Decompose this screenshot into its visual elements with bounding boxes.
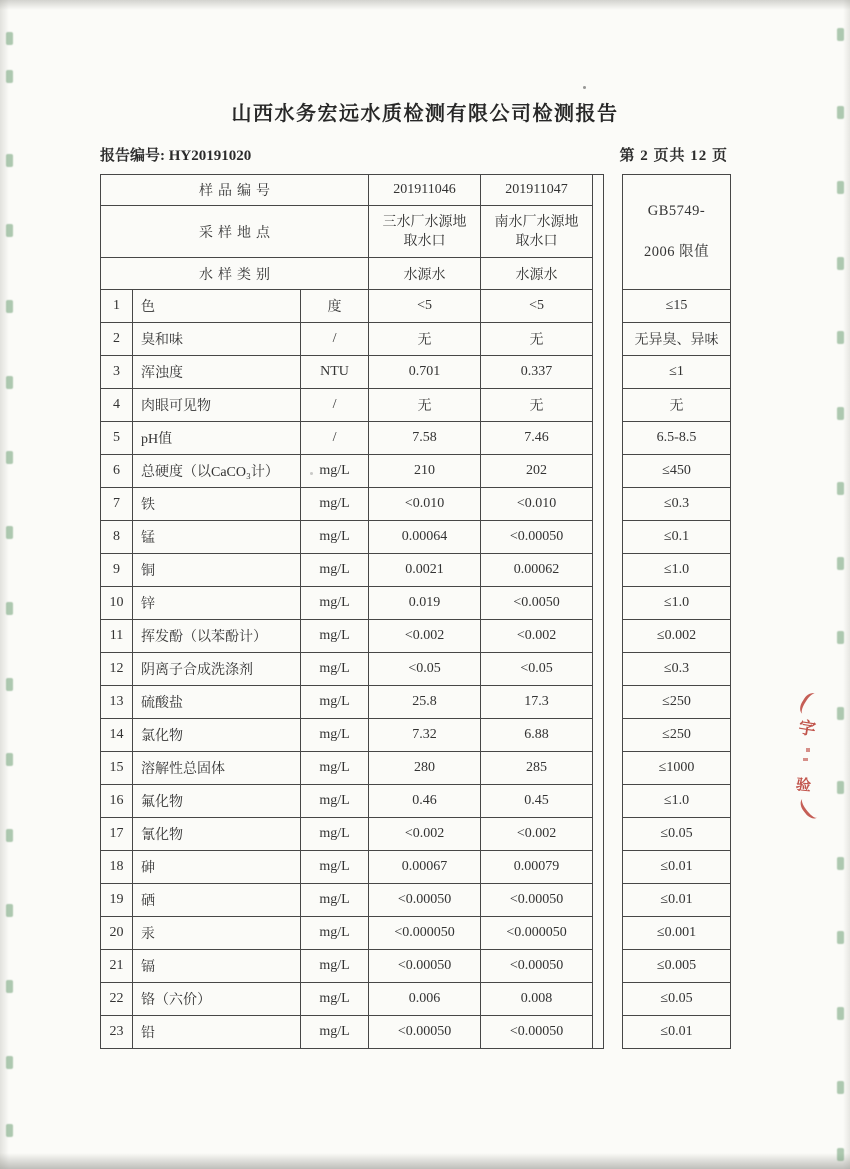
parameter-name-cell: 氯化物 [133,719,301,752]
sample2-value-cell: <5 [481,290,593,323]
report-number: 报告编号: HY20191020 [100,148,252,164]
parameter-name-cell: 铅 [133,1016,301,1049]
sample2-value-cell: 无 [481,323,593,356]
sample1-value-cell: 0.006 [369,983,481,1016]
scan-edge-mark [837,181,844,194]
scan-edge-mark [6,602,13,615]
limit-value-cell: ≤0.05 [623,818,731,851]
limit-value-cell: ≤15 [623,290,731,323]
unit-cell: mg/L [301,818,369,851]
sample2-value-cell: 285 [481,752,593,785]
unit-cell: mg/L [301,752,369,785]
parameter-name-cell: 氟化物 [133,785,301,818]
scan-edge-mark [837,106,844,119]
parameter-name-cell: 铜 [133,554,301,587]
unit-cell: mg/L [301,851,369,884]
limit-row [623,917,731,950]
limit-header-row [623,175,731,290]
scan-edge-left [0,0,9,1169]
limit-row [623,554,731,587]
scan-edge-mark [837,1007,844,1020]
sample-no-label: 样品编号 [101,175,369,206]
row-index-cell: 23 [101,1016,133,1049]
table-row [101,1016,604,1049]
limit-value-cell: ≤1 [623,356,731,389]
row-index-cell: 18 [101,851,133,884]
sample2-value-cell: <0.00050 [481,950,593,983]
table-row [101,950,604,983]
spacer-column [593,175,604,1049]
sample1-value-cell: 无 [369,389,481,422]
limit-value-cell: ≤0.01 [623,851,731,884]
parameter-name-cell: 砷 [133,851,301,884]
table-row [101,323,604,356]
sample2-value-cell: 202 [481,455,593,488]
row-index-cell: 14 [101,719,133,752]
limit-value-cell: ≤1000 [623,752,731,785]
sample1-value-cell: 0.00067 [369,851,481,884]
scan-edge-mark [837,931,844,944]
sample1-value-cell: <0.010 [369,488,481,521]
limit-row [623,488,731,521]
row-index-cell: 4 [101,389,133,422]
sample2-value-cell: 无 [481,389,593,422]
limit-row [623,1016,731,1049]
scan-edge-mark [837,707,844,720]
sample1-value-cell: 0.019 [369,587,481,620]
scan-edge-mark [837,482,844,495]
sample2-value-cell: <0.00050 [481,521,593,554]
limit-value-cell: 无 [623,389,731,422]
table-row [101,488,604,521]
scan-speck [583,86,586,89]
sample1-value-cell: 0.00064 [369,521,481,554]
parameter-name-cell: 汞 [133,917,301,950]
unit-cell: mg/L [301,785,369,818]
limit-value-cell: ≤0.01 [623,884,731,917]
type-1: 水源水 [369,258,481,290]
table-row [101,389,604,422]
sample2-value-cell: 6.88 [481,719,593,752]
row-index-cell: 20 [101,917,133,950]
parameter-name-cell: 锰 [133,521,301,554]
sample2-value-cell: <0.00050 [481,1016,593,1049]
limit-value-cell: ≤1.0 [623,554,731,587]
scan-edge-mark [6,224,13,237]
limit-row [623,620,731,653]
unit-cell: mg/L [301,884,369,917]
scan-edge-mark [837,331,844,344]
limit-value-cell: ≤250 [623,719,731,752]
parameter-name-cell: 铁 [133,488,301,521]
limit-row [623,983,731,1016]
limit-row [623,950,731,983]
table-row [101,290,604,323]
location-2: 南水厂水源地取水口 [481,206,593,258]
sample1-value-cell: <0.00050 [369,950,481,983]
table-row [101,356,604,389]
table-row [101,818,604,851]
row-index-cell: 11 [101,620,133,653]
sample1-value-cell: <0.002 [369,620,481,653]
scan-edge-mark [837,1148,844,1161]
scan-edge-mark [837,631,844,644]
unit-cell: mg/L [301,620,369,653]
limit-row [623,521,731,554]
limit-row [623,818,731,851]
table-row [101,719,604,752]
seal-mark [803,758,808,761]
row-index-cell: 12 [101,653,133,686]
parameter-name-cell: 铬（六价） [133,983,301,1016]
seal-arc-icon [797,794,823,822]
scan-edge-mark [837,28,844,41]
sample1-value-cell: 25.8 [369,686,481,719]
scan-edge-mark [6,1056,13,1069]
sample1-value-cell: 无 [369,323,481,356]
sample1-value-cell: <0.002 [369,818,481,851]
table-row [101,752,604,785]
seal-character: 验 [795,777,812,795]
scan-edge-mark [6,1124,13,1137]
sample2-value-cell: <0.000050 [481,917,593,950]
limit-value-cell: ≤0.3 [623,488,731,521]
scan-edge-mark [6,154,13,167]
scan-edge-bottom [0,1153,850,1169]
scan-edge-mark [6,451,13,464]
table-row [101,785,604,818]
sample1-value-cell: 0.46 [369,785,481,818]
sample1-value-cell: <0.00050 [369,884,481,917]
row-index-cell: 10 [101,587,133,620]
seal-character: 字 [797,717,818,740]
limit-row [623,587,731,620]
row-index-cell: 6 [101,455,133,488]
scan-speck [310,472,313,475]
unit-cell: mg/L [301,554,369,587]
sample2-value-cell: <0.002 [481,620,593,653]
limit-value-cell: ≤0.01 [623,1016,731,1049]
limit-value-cell: ≤0.001 [623,917,731,950]
table-row [101,620,604,653]
type-2: 水源水 [481,258,593,290]
limit-header-line1: GB5749- [647,203,706,219]
header-row-sample-no [101,175,604,206]
unit-cell: mg/L [301,719,369,752]
red-seal-fragment [794,692,824,822]
unit-cell: / [301,389,369,422]
row-index-cell: 7 [101,488,133,521]
table-row [101,884,604,917]
table-row [101,653,604,686]
parameter-name-cell: 色 [133,290,301,323]
limit-value-cell: ≤450 [623,455,731,488]
limit-header-line2: 2006 限值 [643,244,710,260]
table-row [101,587,604,620]
unit-cell: mg/L [301,488,369,521]
sample2-value-cell: <0.010 [481,488,593,521]
limit-row [623,785,731,818]
row-index-cell: 21 [101,950,133,983]
sample1-value-cell: 280 [369,752,481,785]
row-index-cell: 1 [101,290,133,323]
limit-value-cell: ≤1.0 [623,785,731,818]
scan-edge-mark [6,980,13,993]
sample2-value-cell: 0.00079 [481,851,593,884]
scan-edge-mark [6,526,13,539]
sample2-value-cell: <0.00050 [481,884,593,917]
scan-edge-mark [837,257,844,270]
scan-edge-mark [6,376,13,389]
limit-row [623,389,731,422]
sample1-value-cell: 7.32 [369,719,481,752]
parameter-name-cell: 肉眼可见物 [133,389,301,422]
parameter-name-cell: 阴离子合成洗涤剂 [133,653,301,686]
row-index-cell: 3 [101,356,133,389]
scan-edge-mark [6,70,13,83]
header-row-location [101,206,604,258]
unit-cell: mg/L [301,917,369,950]
parameter-name-cell: 浑浊度 [133,356,301,389]
sample-no-2: 201911047 [481,175,593,206]
limit-value-cell: ≤250 [623,686,731,719]
unit-cell: mg/L [301,653,369,686]
scan-edge-mark [6,829,13,842]
scan-edge-mark [6,904,13,917]
limit-table [622,174,731,1049]
sample-no-1: 201911046 [369,175,481,206]
meta-row [100,144,728,165]
table-row [101,554,604,587]
sample2-value-cell: 7.46 [481,422,593,455]
sample2-value-cell: 0.337 [481,356,593,389]
sample2-value-cell: 0.00062 [481,554,593,587]
scan-edge-top [0,0,850,10]
sample1-value-cell: <0.05 [369,653,481,686]
scan-edge-mark [837,1081,844,1094]
scan-edge-right [843,0,850,1169]
row-index-cell: 19 [101,884,133,917]
table-row [101,851,604,884]
limit-value-cell: ≤0.3 [623,653,731,686]
limit-row [623,422,731,455]
limit-row [623,653,731,686]
unit-cell: mg/L [301,587,369,620]
sample2-value-cell: <0.0050 [481,587,593,620]
unit-cell: mg/L [301,455,369,488]
limit-tbody [623,175,731,1049]
parameter-name-cell: 硒 [133,884,301,917]
limit-value-cell: ≤0.002 [623,620,731,653]
scan-edge-mark [837,857,844,870]
limit-value-cell: ≤0.005 [623,950,731,983]
sample1-value-cell: <5 [369,290,481,323]
limit-value-cell: ≤0.1 [623,521,731,554]
location-1: 三水厂水源地取水口 [369,206,481,258]
limit-value-cell: 6.5-8.5 [623,422,731,455]
scan-edge-mark [837,781,844,794]
scan-edge-mark [6,32,13,45]
limit-row [623,752,731,785]
seal-mark [806,748,810,752]
table-row [101,422,604,455]
parameter-name-cell: 溶解性总固体 [133,752,301,785]
sample1-value-cell: <0.00050 [369,1016,481,1049]
unit-cell: mg/L [301,1016,369,1049]
limit-row [623,290,731,323]
header-row-type [101,258,604,290]
results-table [100,174,604,1049]
results-tbody [101,175,604,1049]
row-index-cell: 17 [101,818,133,851]
row-index-cell: 15 [101,752,133,785]
limit-value-cell: 无异臭、异味 [623,323,731,356]
sample2-value-cell: 17.3 [481,686,593,719]
row-index-cell: 22 [101,983,133,1016]
table-row [101,455,604,488]
unit-cell: 度 [301,290,369,323]
sample1-value-cell: 0.0021 [369,554,481,587]
sample1-value-cell: 7.58 [369,422,481,455]
row-index-cell: 2 [101,323,133,356]
parameter-name-cell: 臭和味 [133,323,301,356]
limit-row [623,356,731,389]
sample2-value-cell: <0.002 [481,818,593,851]
results-area [100,174,850,1049]
limit-row [623,455,731,488]
unit-cell: mg/L [301,686,369,719]
row-index-cell: 9 [101,554,133,587]
limit-row [623,851,731,884]
page-indicator: 第 2 页共 12 页 [619,148,728,164]
unit-cell: mg/L [301,950,369,983]
parameter-name-cell: 总硬度（以CaCO₃计） [133,455,301,488]
limit-header-cell [623,175,731,290]
parameter-name-cell: 硫酸盐 [133,686,301,719]
type-label: 水样类别 [101,258,369,290]
parameter-name-cell: pH值 [133,422,301,455]
limit-value-cell: ≤0.05 [623,983,731,1016]
limit-row [623,719,731,752]
scan-edge-mark [6,300,13,313]
parameter-name-cell: 氰化物 [133,818,301,851]
scan-edge-mark [6,678,13,691]
limit-row [623,686,731,719]
row-index-cell: 8 [101,521,133,554]
row-index-cell: 13 [101,686,133,719]
unit-cell: NTU [301,356,369,389]
location-label: 采样地点 [101,206,369,258]
limit-row [623,884,731,917]
table-row [101,917,604,950]
limit-value-cell: ≤1.0 [623,587,731,620]
sample1-value-cell: 0.701 [369,356,481,389]
unit-cell: mg/L [301,521,369,554]
table-row [101,983,604,1016]
parameter-name-cell: 锌 [133,587,301,620]
scan-edge-mark [837,407,844,420]
parameter-name-cell: 挥发酚（以苯酚计） [133,620,301,653]
row-index-cell: 16 [101,785,133,818]
sample2-value-cell: 0.008 [481,983,593,1016]
unit-cell: / [301,422,369,455]
scan-edge-mark [6,753,13,766]
sample1-value-cell: 210 [369,455,481,488]
scan-edge-mark [837,557,844,570]
limit-row [623,323,731,356]
table-row [101,521,604,554]
sample1-value-cell: <0.000050 [369,917,481,950]
table-row [101,686,604,719]
sample2-value-cell: <0.05 [481,653,593,686]
parameter-name-cell: 镉 [133,950,301,983]
sample2-value-cell: 0.45 [481,785,593,818]
report-title: 山西水务宏远水质检测有限公司检测报告 [231,101,619,125]
row-index-cell: 5 [101,422,133,455]
unit-cell: mg/L [301,983,369,1016]
unit-cell: / [301,323,369,356]
